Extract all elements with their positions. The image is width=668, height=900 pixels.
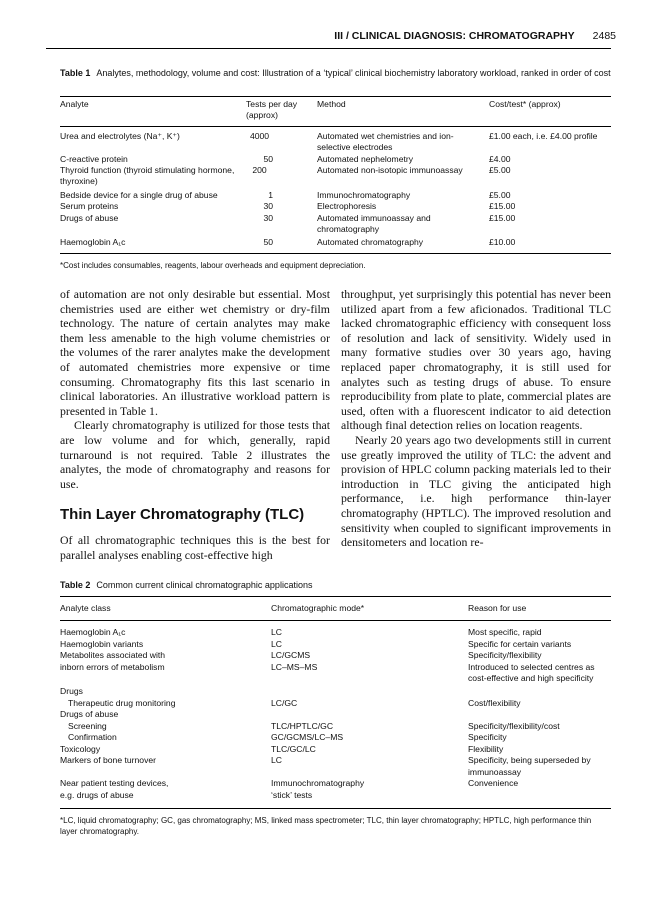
table2-label: Table 2 xyxy=(60,580,91,590)
table2-cell: Most specific, rapid xyxy=(468,627,542,637)
table2-footnote: *LC, liquid chromatography; GC, gas chromatography; MS, linked mass spectrometer; TLC, thin layer chromatography; HPTLC, high performance thin layer chromatography. xyxy=(60,816,592,836)
table2-cell: Metabolites associated with xyxy=(60,650,166,660)
table1-bottom-rule xyxy=(60,253,611,254)
table2-header-rule xyxy=(60,620,611,621)
table2-cell: Haemoglobin A₁c xyxy=(60,627,126,637)
table1-cell: Electrophoresis xyxy=(317,201,377,211)
table2-cell: Introduced to selected centres as xyxy=(468,661,595,672)
table1-cell: £1.00 each, i.e. £4.00 profile xyxy=(489,131,598,141)
paragraph: Clearly chromatography is utilized for those tests that are low volume and for which, generally, rapid turnaround is not required. Table 2 illustrates the analytes, the mode of chromatography and reasons for use. xyxy=(60,418,330,491)
table2-cell: Specificity/flexibility xyxy=(468,650,542,660)
table2-caption-text: Common current clinical chromatographic applications xyxy=(96,580,313,590)
table1-cell: 50 xyxy=(263,154,273,164)
right-column xyxy=(341,287,611,550)
table2-cell: immunoassay xyxy=(468,766,522,777)
table1-cell: Automated immunoassay and chromatography xyxy=(317,213,431,235)
table1-cell: Thyroid function (thyroid stimulating hormone, thyroxine) xyxy=(60,165,235,187)
table2-cell: GC/GCMS/LC–MS xyxy=(271,732,344,742)
table2-cell: Haemoglobin variants xyxy=(60,638,144,649)
table2-cell: Near patient testing devices, xyxy=(60,778,169,788)
table1-cell: Automated chromatography xyxy=(317,237,424,247)
table2-caption xyxy=(60,580,620,592)
table1-cell: £15.00 xyxy=(489,201,516,211)
table2-cell: TLC/GC/LC xyxy=(271,743,316,754)
table1-cell: Automated nephelometry xyxy=(317,154,414,164)
table2-header-reason: Reason for use xyxy=(468,603,527,613)
table1-cell: Haemoglobin A₁c xyxy=(60,237,126,247)
table1-header-rule xyxy=(60,126,611,127)
table2-cell: Convenience xyxy=(468,778,519,788)
table2-cell: LC xyxy=(271,755,282,765)
paragraph: Nearly 20 years ago two developments still in current use greatly improved the utility of TLC: the advent and provision of HPLC column packing materials led to their introduction in TLC giving the anticipated high performance, i.e. high performance thin-layer chromatography (HPTLC). The improved resolution and sensitivity when coupled to significant improvements in densitometers and location re- xyxy=(341,432,611,550)
table1-cell: Bedside device for a single drug of abuse xyxy=(60,190,218,200)
table2-cell: Specificity/flexibility/cost xyxy=(468,720,560,731)
page-number: 2485 xyxy=(592,30,616,42)
table1-cell: £5.00 xyxy=(489,190,511,200)
table2-top-rule xyxy=(60,596,611,597)
table1-cell: 30 xyxy=(263,213,273,223)
table2-bottom-rule xyxy=(60,808,611,809)
table2-cell: Therapeutic drug monitoring xyxy=(68,697,176,708)
table2-cell: cost-effective and high specificity xyxy=(468,673,594,683)
table1-cell: 50 xyxy=(263,237,273,247)
table1-cell: Automated non-isotopic immunoassay xyxy=(317,165,463,175)
header-rule xyxy=(46,48,611,49)
table2-cell: Immunochromatography xyxy=(271,778,365,788)
header-title: III / CLINICAL DIAGNOSIS: CHROMATOGRAPHY xyxy=(334,30,575,42)
paragraph: throughput, yet surprisingly this potential has never been utilized apart from a few aficionados. Traditional TLC lacked chromatographic efficiency with consequent loss of resolution and lack of sensitivity. Widely used in many formative studies over 30 years ago, having replaced paper chromatography, it is still used for analytes such as testing drugs of abuse. To ensure reproducibility from plate to plate, commercial plates are used, often with a fluorescent indicator to aid detection although final detection relies on location reagents. xyxy=(341,287,611,433)
table1-cell: £15.00 xyxy=(489,213,516,223)
table2-cell: Specificity xyxy=(468,732,507,742)
table1-cell: 30 xyxy=(263,201,273,211)
table1-body xyxy=(60,131,611,251)
table1-header-cost: Cost/test* (approx) xyxy=(489,99,561,109)
running-header xyxy=(334,30,616,42)
table2-header xyxy=(60,603,611,617)
table1-cell: Immunochromatography xyxy=(317,190,411,200)
table2-cell: Specific for certain variants xyxy=(468,638,572,649)
table2-cell: inborn errors of metabolism xyxy=(60,661,165,672)
table1-cell: £5.00 xyxy=(489,165,511,175)
table1-caption xyxy=(60,68,620,80)
table1-cell: C-reactive protein xyxy=(60,154,128,164)
table1-cell: 200 xyxy=(252,165,267,175)
table2-cell: Confirmation xyxy=(68,732,117,742)
table1-header-method: Method xyxy=(317,99,346,109)
table1-label: Table 1 xyxy=(60,68,91,78)
table1-cell: Drugs of abuse xyxy=(60,213,119,223)
table2-cell: LC–MS–MS xyxy=(271,661,318,672)
table1-header-tests: Tests per day (approx) xyxy=(246,99,298,121)
table1-header-analyte: Analyte xyxy=(60,99,89,109)
table2-cell: LC xyxy=(271,627,282,637)
table1-cell: Automated wet chemistries and ion-selective electrodes xyxy=(317,131,454,153)
table2-cell: Flexibility xyxy=(468,743,504,754)
table2-cell: LC xyxy=(271,638,282,649)
table2-cell: Cost/flexibility xyxy=(468,697,521,708)
table2-cell: Drugs xyxy=(60,686,83,696)
table1-caption-text: Analytes, methodology, volume and cost: Illustration of a ‘typical’ clinical biochemistry laboratory workload, ranked in order of cost xyxy=(96,68,611,78)
table2-cell: Toxicology xyxy=(60,743,101,754)
section-heading: Thin Layer Chromatography (TLC) xyxy=(60,506,305,524)
table1-cell: Urea and electrolytes (Na⁺, K⁺) xyxy=(60,131,180,141)
table2-cell: ‘stick’ tests xyxy=(271,789,313,800)
table2-body xyxy=(60,627,611,807)
table2-cell: Drugs of abuse xyxy=(60,709,119,719)
table1-footnote: *Cost includes consumables, reagents, labour overheads and equipment depreciation. xyxy=(60,261,366,270)
table1-cell: 4000 xyxy=(249,131,270,141)
table2-cell: LC/GC xyxy=(271,697,298,708)
table2-cell: Markers of bone turnover xyxy=(60,755,157,765)
table1-cell: £4.00 xyxy=(489,154,511,164)
table2-cell: LC/GCMS xyxy=(271,650,311,660)
left-column xyxy=(60,287,330,563)
table1-top-rule xyxy=(60,96,611,97)
paragraph: of automation are not only desirable but essential. Most chemistries used are either wet chemistry or dry-film technology. The nature of certain analytes may make them less amenable to the high volume chemistries or the volumes of the rarer analytes make the development of automated chemistries more expensive or time consuming. Chromatography fits this last scenario in clinical laboratories. An illustrative workload pattern is presented in Table 1. xyxy=(60,287,330,418)
table1-cell: Serum proteins xyxy=(60,201,119,211)
table2-header-mode: Chromatographic mode* xyxy=(271,603,365,613)
table1-cell: 1 xyxy=(268,190,273,200)
table2-cell: TLC/HPTLC/GC xyxy=(271,720,334,731)
table2-cell: Specificity, being superseded by xyxy=(468,755,591,765)
table2-cell: e.g. drugs of abuse xyxy=(60,789,134,800)
paragraph: Of all chromatographic techniques this is the best for parallel analyses enabling cost-effective high xyxy=(60,533,330,562)
table2-header-class: Analyte class xyxy=(60,603,111,613)
table2-cell: Screening xyxy=(68,720,107,731)
table1-cell: £10.00 xyxy=(489,237,516,247)
